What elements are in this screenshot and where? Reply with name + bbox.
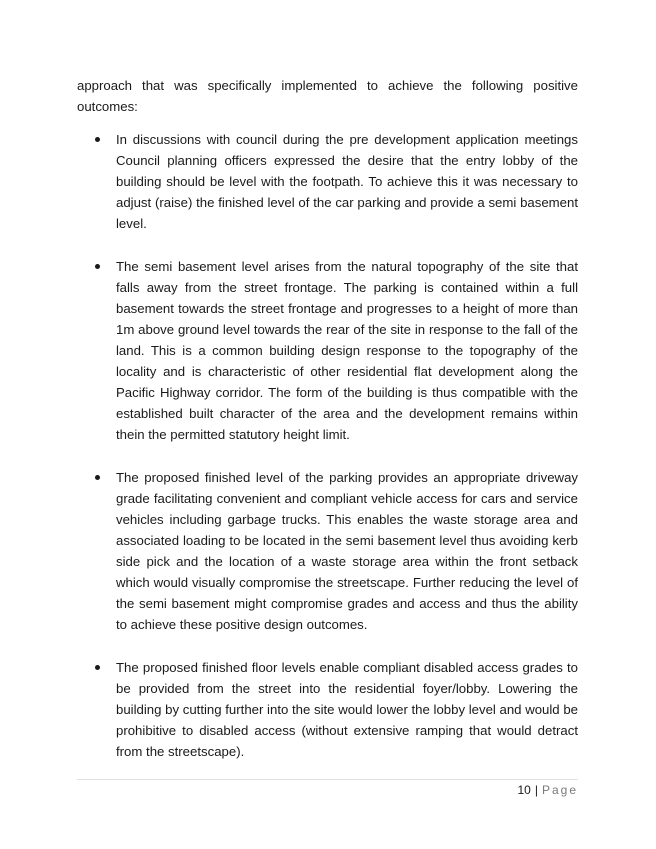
page-footer (77, 781, 578, 799)
bullet-dot-icon (95, 475, 100, 480)
bullet-item (77, 467, 578, 635)
bullet-text: In discussions with council during the pre development application meetings Council planning officers expressed the desire that the entry lobby of the building should be level with the footpath. To achieve this it was necessary to adjust (raise) the finished level of the car parking and provide a semi basement level. (116, 132, 578, 231)
bullet-text: The proposed finished level of the parking provides an appropriate driveway grade facilitating convenient and compliant vehicle access for cars and service vehicles including garbage trucks. This enables the waste storage area and associated loading to be located in the semi basement level thus avoiding kerb side pick and the location of a waste storage area within the front setback which would visually compromise the streetscape. Further reducing the level of the semi basement might compromise grades and access and thus the ability to achieve these positive design outcomes. (116, 470, 578, 632)
intro-paragraph: approach that was specifically implemented to achieve the following positive outcomes: (77, 78, 578, 114)
bullet-text: The semi basement level arises from the natural topography of the site that falls away from the street frontage. The parking is contained within a full basement towards the street frontage and progresses to a height of more than 1m above ground level towards the rear of the site in response to the fall of the land. This is a common building design response to the topography of the locality and is characteristic of other residential flat development along the Pacific Highway corridor. The form of the building is thus compatible with the established built character of the area and the development remains within thein the permitted statutory height limit. (116, 259, 578, 442)
bullet-item (77, 657, 578, 762)
bullet-item (77, 129, 578, 234)
footer-divider (77, 779, 578, 780)
page-number: 10 (517, 783, 531, 797)
bullet-dot-icon (95, 137, 100, 142)
bullet-item (77, 256, 578, 445)
bullet-text: The proposed finished floor levels enable compliant disabled access grades to be provided from the street into the residential foyer/lobby. Lowering the building by cutting further into the site would lower the lobby level and would be prohibitive to disabled access (without extensive ramping that would detract from the streetscape). (116, 660, 578, 759)
bullet-dot-icon (95, 665, 100, 670)
bullet-dot-icon (95, 264, 100, 269)
bullet-list (77, 129, 578, 784)
footer-separator: | (534, 783, 538, 797)
page-label: Page (541, 783, 578, 797)
